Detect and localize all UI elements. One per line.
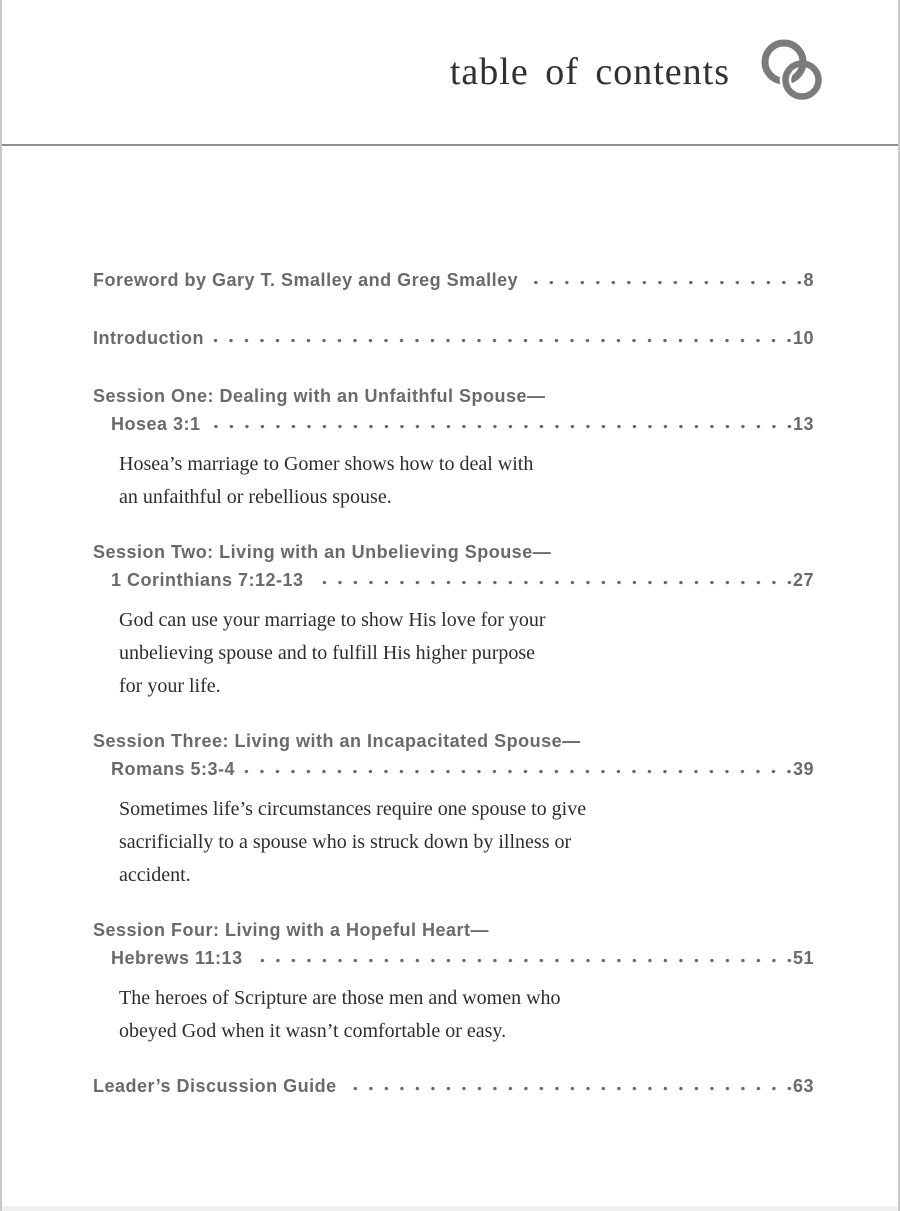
dot-leader — [346, 1087, 792, 1092]
toc-description-line: Sometimes life’s circumstances require one spouse to give — [119, 798, 587, 820]
toc-entry-description — [119, 448, 814, 514]
toc-entry-title: Session One: Dealing with an Unfaithful Spouse— — [93, 386, 546, 406]
toc-entry-description — [119, 982, 814, 1048]
page-bottom-edge — [2, 1206, 898, 1211]
toc-entry-title: Foreword by Gary T. Smalley and Greg Smalley — [93, 270, 519, 290]
toc-entry — [93, 916, 814, 1048]
toc-entry — [93, 266, 814, 294]
toc-entry — [93, 538, 814, 703]
toc-entry-title: Introduction — [93, 328, 204, 348]
toc-entry-description — [119, 604, 814, 703]
dot-leader — [313, 581, 792, 586]
toc-entry-title-row — [93, 538, 814, 566]
toc-entry-ref-row — [93, 566, 814, 594]
toc-entry-title: Session Two: Living with an Unbelieving Spouse— — [93, 542, 552, 562]
toc-entry-title-row — [93, 382, 814, 410]
dot-leader — [210, 425, 792, 430]
page-title: table of contents — [449, 51, 730, 93]
toc-description-line: unbelieving spouse and to fulfill His higher purpose — [119, 642, 536, 664]
toc-entry-title: Leader’s Discussion Guide — [93, 1076, 337, 1096]
toc-entry-title-row — [93, 266, 814, 294]
toc-entry — [93, 1072, 814, 1100]
toc-entry — [93, 324, 814, 352]
toc-entry-page: 8 — [803, 270, 814, 290]
toc-entry-page: 10 — [792, 328, 814, 348]
toc-entry — [93, 727, 814, 892]
toc-description-line: an unfaithful or rebellious spouse. — [119, 486, 392, 508]
toc-entry — [93, 382, 814, 514]
dot-leader — [244, 770, 792, 775]
toc-description-line: God can use your marriage to show His love for your — [119, 609, 546, 631]
toc-entry-title-row — [93, 916, 814, 944]
toc-entry-title-row — [93, 727, 814, 755]
toc-description-line: sacrificially to a spouse who is struck down by illness or — [119, 831, 572, 853]
toc-entry-ref-row — [93, 944, 814, 972]
toc-entry-page: 39 — [792, 759, 814, 779]
toc-entry-ref-row — [93, 755, 814, 783]
dot-leader — [527, 281, 802, 286]
toc-list — [93, 266, 814, 1100]
toc-entry-page: 13 — [792, 414, 814, 434]
interlocking-rings-icon — [756, 35, 828, 109]
toc-description-line: The heroes of Scripture are those men and women who — [119, 987, 561, 1009]
toc-entry-page: 63 — [792, 1076, 814, 1096]
toc-entry-title-row — [93, 324, 814, 352]
toc-entry-ref-row — [93, 410, 814, 438]
toc-entry-page: 51 — [792, 948, 814, 968]
toc-entry-title: Session Four: Living with a Hopeful Heart— — [93, 920, 490, 940]
toc-entry-page: 27 — [792, 570, 814, 590]
toc-description-line: obeyed God when it wasn’t comfortable or easy. — [119, 1020, 507, 1042]
dot-leader — [213, 339, 792, 344]
toc-entry-scripture-ref: Hosea 3:1 — [111, 414, 201, 434]
toc-description-line: accident. — [119, 864, 191, 886]
toc-entry-scripture-ref: Hebrews 11:13 — [111, 948, 243, 968]
toc-entry-scripture-ref: 1 Corinthians 7:12-13 — [111, 570, 304, 590]
page-header — [2, 0, 898, 146]
toc-description-line: Hosea’s marriage to Gomer shows how to deal with — [119, 453, 534, 475]
toc-entry-description — [119, 793, 814, 892]
dot-leader — [252, 959, 792, 964]
toc-entry-title-row — [93, 1072, 814, 1100]
toc-description-line: for your life. — [119, 675, 221, 697]
toc-entry-title: Session Three: Living with an Incapacitated Spouse— — [93, 731, 581, 751]
toc-entry-scripture-ref: Romans 5:3-4 — [111, 759, 236, 779]
